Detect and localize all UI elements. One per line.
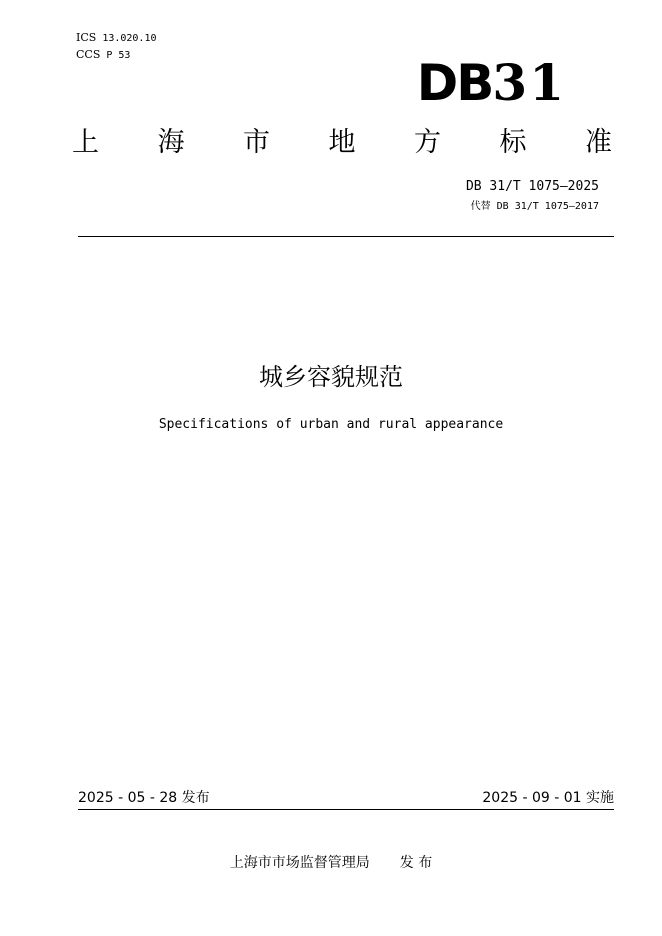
standard-type-char: 市 bbox=[243, 127, 270, 158]
standard-type-char: 海 bbox=[157, 127, 185, 158]
ccs-label: CCS bbox=[76, 48, 101, 61]
logo-db: DB bbox=[416, 54, 493, 112]
issuer-name: 上海市市场监督管理局 bbox=[229, 855, 370, 871]
replaces-standard: 代替 DB 31/T 1075—2017 bbox=[470, 201, 599, 212]
issuer-action: 发 布 bbox=[399, 855, 433, 871]
ics-line bbox=[76, 30, 157, 47]
footer-rule bbox=[78, 809, 614, 810]
ics-label: ICS bbox=[76, 31, 97, 44]
header-rule bbox=[78, 236, 614, 237]
logo-number: 31 bbox=[492, 53, 566, 112]
ics-code: 13.020.10 bbox=[102, 33, 157, 44]
document-title-en: Specifications of urban and rural appearance bbox=[158, 417, 504, 432]
classification-codes bbox=[76, 30, 157, 64]
standard-type-char: 地 bbox=[328, 127, 356, 158]
standard-type-char: 上 bbox=[72, 127, 99, 158]
document-title-cn: 城乡容貌规范 bbox=[259, 363, 403, 391]
standard-type-char: 方 bbox=[414, 127, 441, 158]
standard-number: DB 31/T 1075—2025 bbox=[465, 179, 599, 194]
implement-date: 2025 - 09 - 01 实施 bbox=[482, 790, 614, 806]
issuer-line bbox=[0, 853, 662, 873]
standard-type-heading bbox=[72, 124, 612, 162]
ccs-line bbox=[76, 47, 157, 64]
ccs-code: P 53 bbox=[106, 50, 131, 61]
db31-logo bbox=[416, 53, 566, 112]
standard-type-char: 标 bbox=[499, 127, 527, 158]
standard-type-char: 准 bbox=[585, 127, 612, 158]
publish-date: 2025 - 05 - 28 发布 bbox=[78, 790, 210, 806]
